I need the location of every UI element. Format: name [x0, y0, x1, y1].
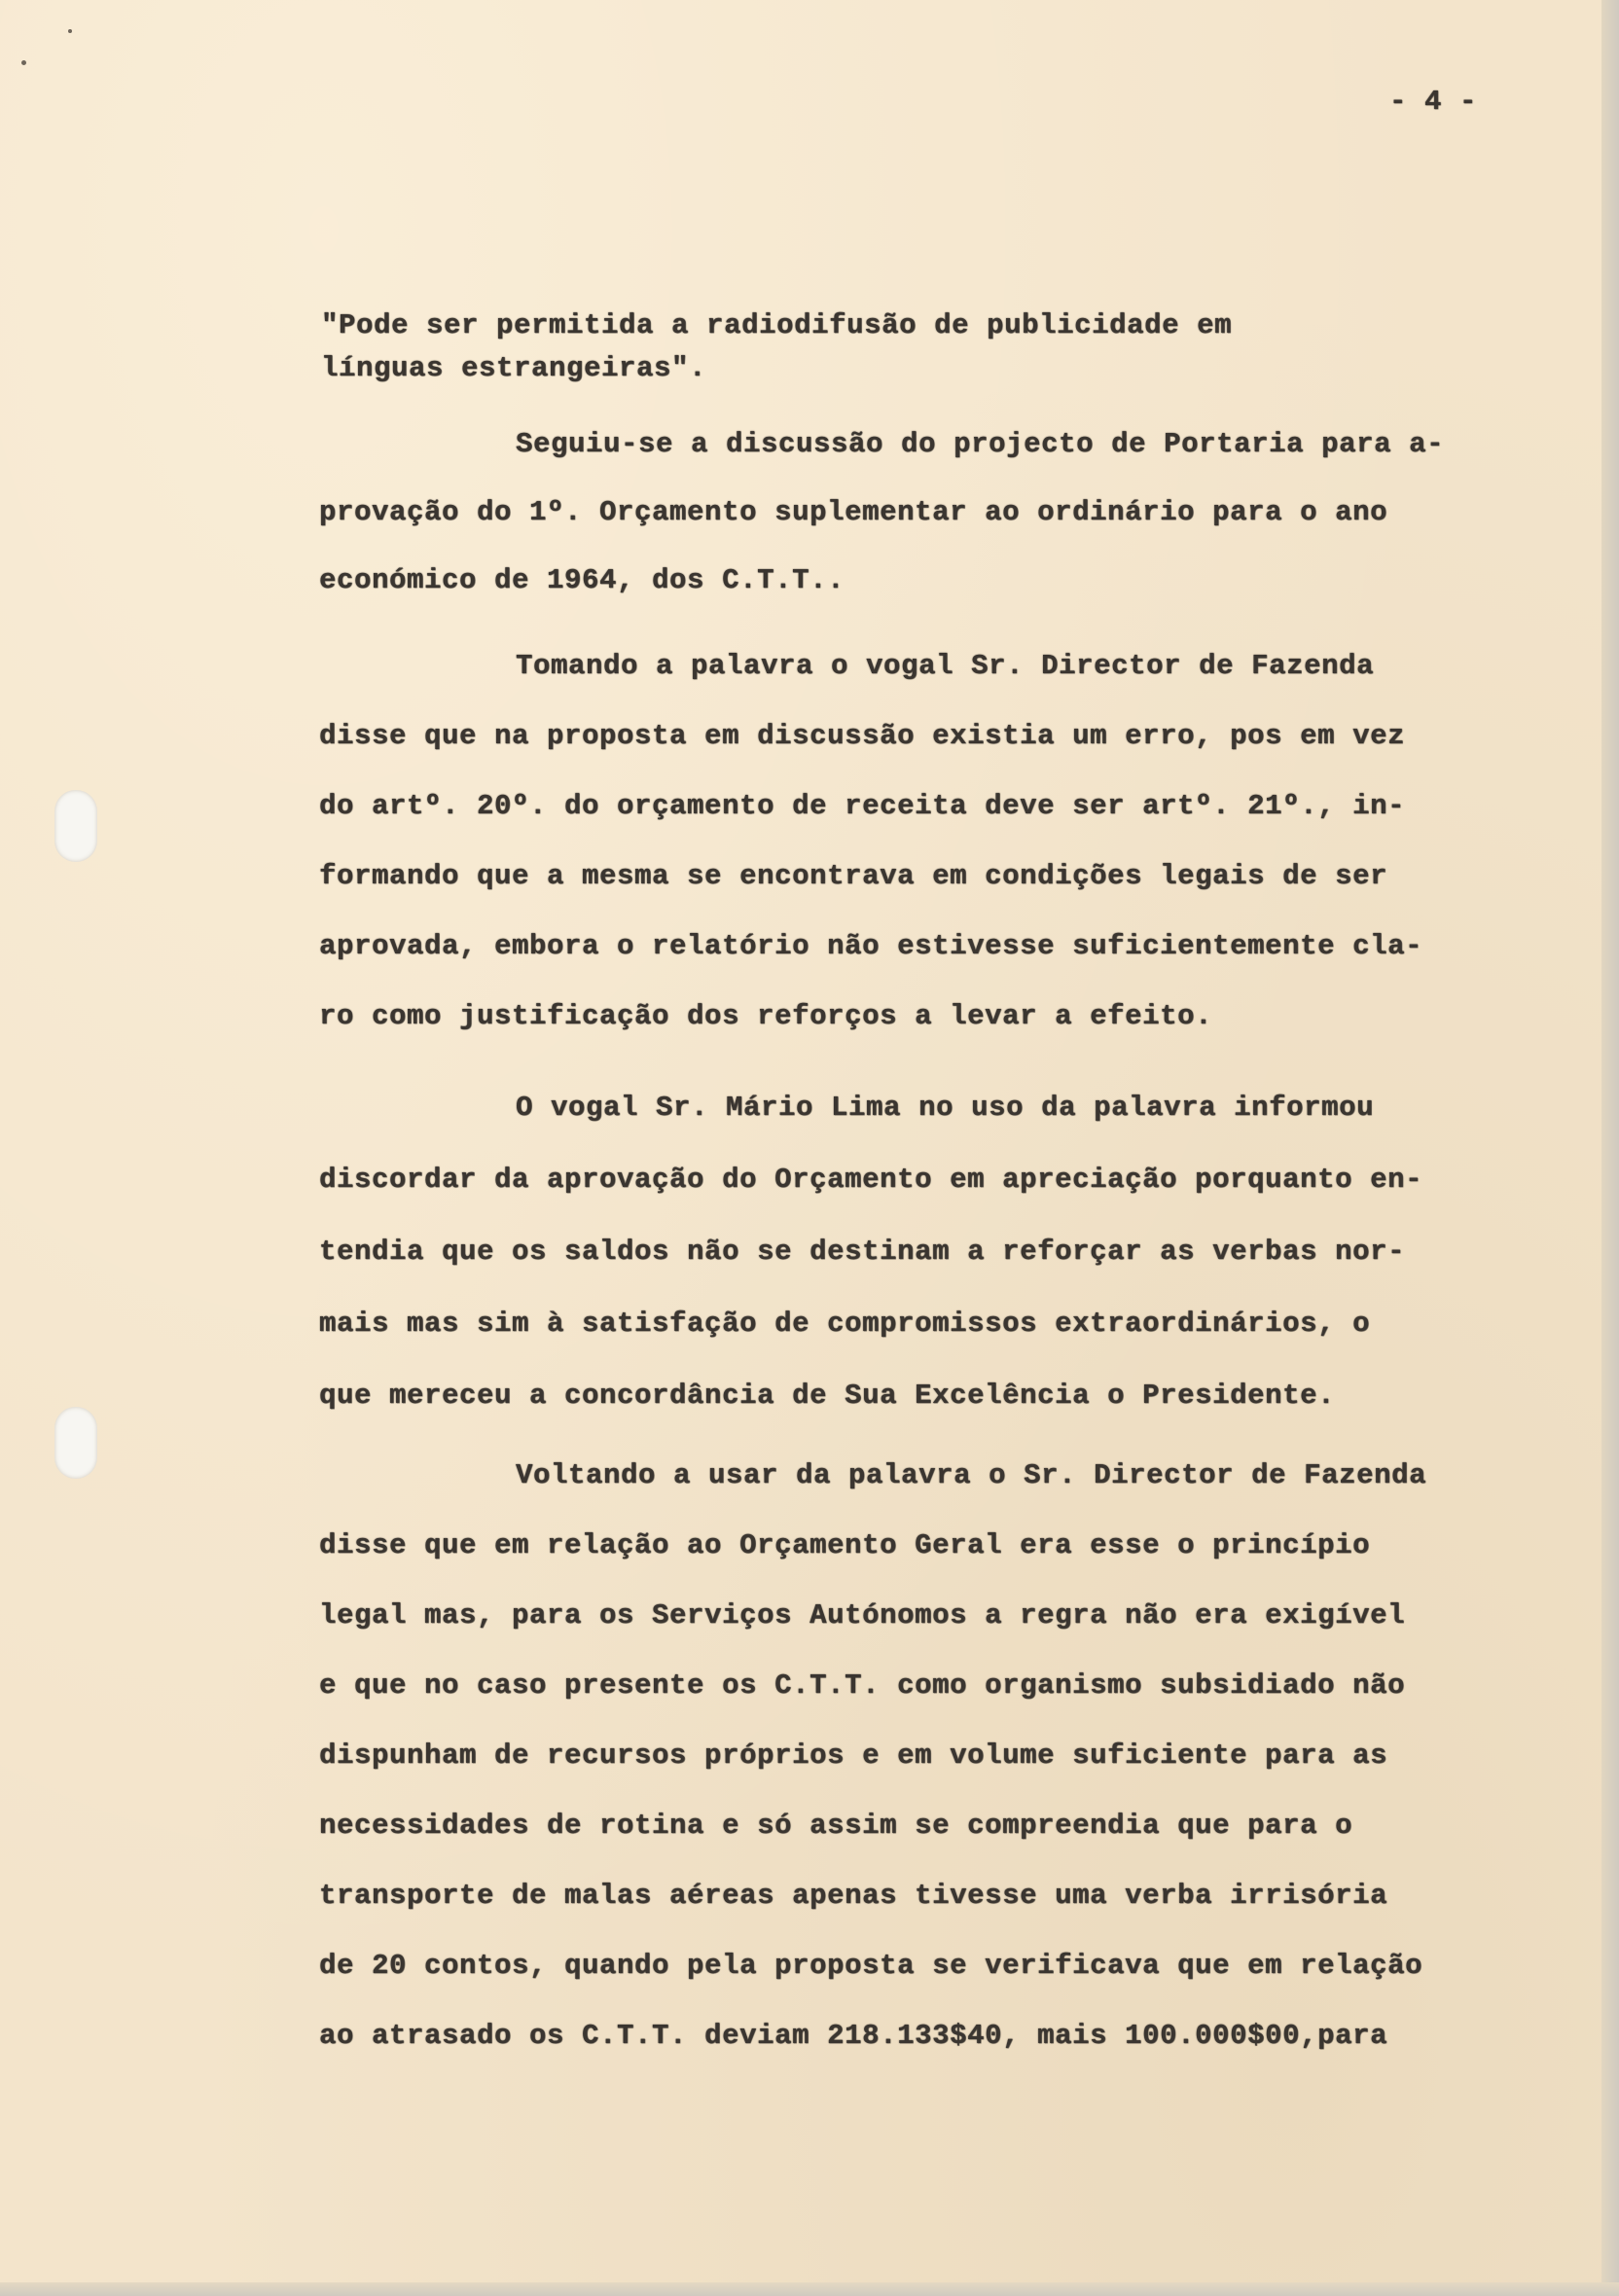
- paragraph-line: O vogal Sr. Mário Lima no uso da palavra informou: [516, 1092, 1375, 1124]
- paragraph-line: aprovada, embora o relatório não estivesse suficientemente cla-: [319, 930, 1423, 962]
- paragraph-line: Tomando a palavra o vogal Sr. Director de Fazenda: [516, 650, 1375, 682]
- page-number: - 4 -: [1389, 86, 1478, 118]
- quote-line: "Pode ser permitida a radiodifusão de publicidade em: [321, 309, 1233, 341]
- paragraph-line: dispunham de recursos próprios e em volume suficiente para as: [319, 1740, 1388, 1772]
- paragraph-line: Seguiu-se a discussão do projecto de Portaria para a-: [516, 428, 1445, 460]
- paragraph-line: legal mas, para os Serviços Autónomos a regra não era exigível: [319, 1599, 1406, 1632]
- punch-hole-lower: [54, 1407, 97, 1479]
- scan-edge-right: [1601, 0, 1619, 2296]
- paragraph-line: do artº. 20º. do orçamento de receita deve ser artº. 21º., in-: [319, 790, 1406, 822]
- paragraph-line: e que no caso presente os C.T.T. como organismo subsidiado não: [319, 1669, 1406, 1702]
- paragraph-line: discordar da aprovação do Orçamento em apreciação porquanto en-: [319, 1164, 1423, 1196]
- paragraph-line: disse que na proposta em discussão existia um erro, pos em vez: [319, 720, 1406, 752]
- paragraph-line: económico de 1964, dos C.T.T..: [319, 564, 845, 596]
- paragraph-line: ro como justificação dos reforços a levar a efeito.: [319, 1000, 1213, 1032]
- paragraph-line: tendia que os saldos não se destinam a reforçar as verbas nor-: [319, 1236, 1406, 1268]
- paragraph-line: provação do 1º. Orçamento suplementar ao ordinário para o ano: [319, 496, 1388, 528]
- paragraph-line: de 20 contos, quando pela proposta se verificava que em relação: [319, 1950, 1423, 1982]
- paragraph-line: disse que em relação ao Orçamento Geral era esse o princípio: [319, 1529, 1371, 1561]
- paragraph-line: formando que a mesma se encontrava em condições legais de ser: [319, 860, 1388, 892]
- quote-line: línguas estrangeiras".: [321, 352, 707, 384]
- paragraph-line: ao atrasado os C.T.T. deviam 218.133$40, mais 100.000$00,para: [319, 2020, 1388, 2052]
- paper-speck: [21, 60, 26, 65]
- punch-hole-upper: [54, 790, 97, 862]
- paragraph-line: mais mas sim à satisfação de compromissos extraordinários, o: [319, 1308, 1371, 1340]
- paragraph-line: necessidades de rotina e só assim se compreendia que para o: [319, 1810, 1353, 1842]
- paragraph-line: transporte de malas aéreas apenas tivesse uma verba irrisória: [319, 1880, 1388, 1912]
- paper-speck: [68, 29, 72, 33]
- paragraph-line: que mereceu a concordância de Sua Excelência o Presidente.: [319, 1380, 1336, 1412]
- scan-edge-bottom: [0, 2282, 1619, 2296]
- paragraph-line: Voltando a usar da palavra o Sr. Director de Fazenda: [516, 1459, 1427, 1491]
